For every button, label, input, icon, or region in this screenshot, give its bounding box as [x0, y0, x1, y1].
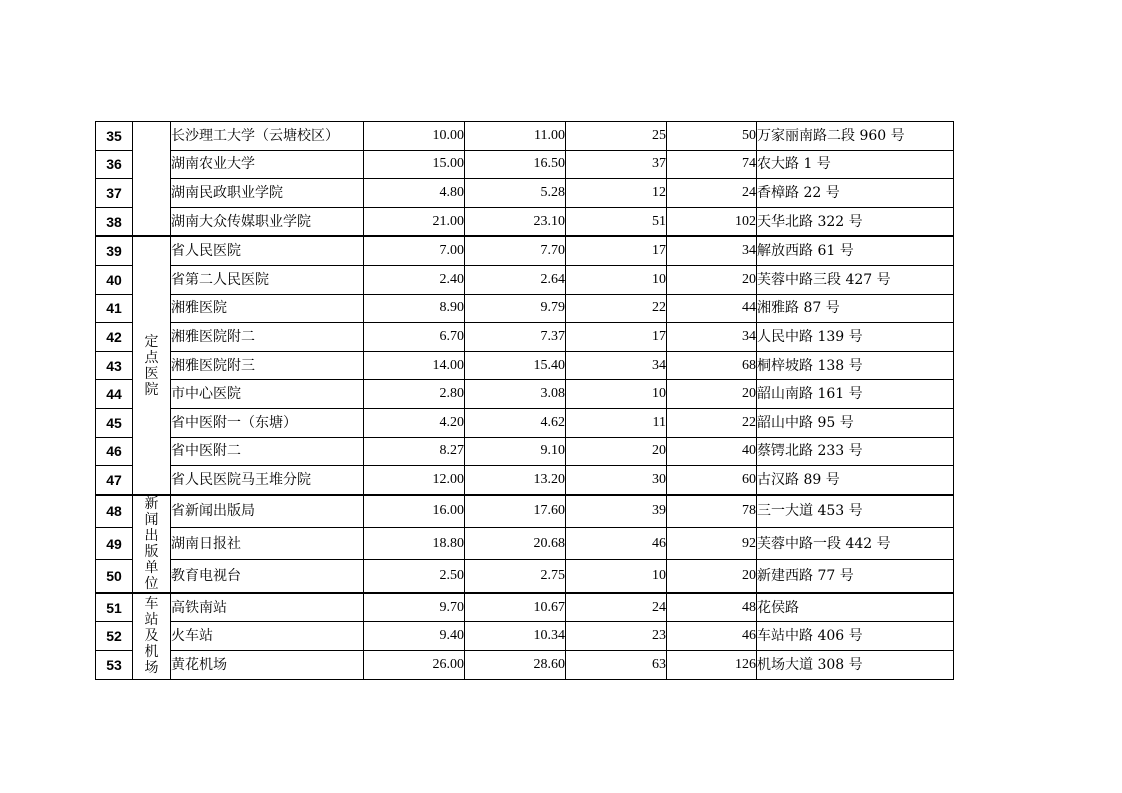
value-3: 37 — [566, 150, 667, 179]
value-4: 44 — [667, 294, 757, 323]
table-row — [96, 294, 954, 323]
row-number: 50 — [96, 560, 133, 593]
table-row — [96, 408, 954, 437]
value-4: 20 — [667, 560, 757, 593]
value-2: 10.34 — [465, 622, 566, 651]
site-address: 新建西路 77 号 — [757, 560, 954, 593]
value-1: 9.70 — [364, 593, 465, 622]
site-name: 黄花机场 — [171, 650, 364, 679]
value-4: 46 — [667, 622, 757, 651]
site-name: 省中医附二 — [171, 437, 364, 466]
site-name: 省人民医院 — [171, 236, 364, 265]
site-name: 湘雅医院 — [171, 294, 364, 323]
value-3: 17 — [566, 236, 667, 265]
table-row — [96, 236, 954, 265]
value-3: 30 — [566, 466, 667, 495]
row-number: 43 — [96, 351, 133, 380]
value-2: 5.28 — [465, 179, 566, 208]
value-2: 17.60 — [465, 495, 566, 528]
site-address: 人民中路 139 号 — [757, 323, 954, 352]
value-1: 16.00 — [364, 495, 465, 528]
value-1: 4.80 — [364, 179, 465, 208]
value-2: 7.37 — [465, 323, 566, 352]
site-address: 韶山中路 95 号 — [757, 408, 954, 437]
site-name: 市中心医院 — [171, 380, 364, 409]
value-4: 74 — [667, 150, 757, 179]
table-row — [96, 622, 954, 651]
value-2: 16.50 — [465, 150, 566, 179]
site-name: 湘雅医院附二 — [171, 323, 364, 352]
site-address: 万家丽南路二段 960 号 — [757, 122, 954, 151]
value-2: 13.20 — [465, 466, 566, 495]
value-3: 17 — [566, 323, 667, 352]
table-row — [96, 650, 954, 679]
value-4: 20 — [667, 265, 757, 294]
category-cell — [133, 122, 171, 237]
site-name: 长沙理工大学（云塘校区） — [171, 122, 364, 151]
row-number: 36 — [96, 150, 133, 179]
value-3: 46 — [566, 528, 667, 560]
value-2: 11.00 — [465, 122, 566, 151]
row-number: 35 — [96, 122, 133, 151]
site-address: 湘雅路 87 号 — [757, 294, 954, 323]
site-address: 农大路 1 号 — [757, 150, 954, 179]
site-address: 桐梓坡路 138 号 — [757, 351, 954, 380]
table-row — [96, 593, 954, 622]
value-3: 10 — [566, 560, 667, 593]
site-name: 火车站 — [171, 622, 364, 651]
value-3: 12 — [566, 179, 667, 208]
value-4: 34 — [667, 323, 757, 352]
site-table — [95, 121, 954, 680]
value-4: 126 — [667, 650, 757, 679]
row-number: 37 — [96, 179, 133, 208]
value-1: 2.50 — [364, 560, 465, 593]
site-name: 湖南日报社 — [171, 528, 364, 560]
row-number: 53 — [96, 650, 133, 679]
row-number: 42 — [96, 323, 133, 352]
table-row — [96, 528, 954, 560]
site-address: 蔡锷北路 233 号 — [757, 437, 954, 466]
value-1: 4.20 — [364, 408, 465, 437]
site-name: 湖南民政职业学院 — [171, 179, 364, 208]
value-2: 9.79 — [465, 294, 566, 323]
value-2: 20.68 — [465, 528, 566, 560]
site-name: 省新闻出版局 — [171, 495, 364, 528]
value-3: 20 — [566, 437, 667, 466]
value-4: 22 — [667, 408, 757, 437]
row-number: 45 — [96, 408, 133, 437]
value-1: 7.00 — [364, 236, 465, 265]
table-row — [96, 495, 954, 528]
site-name: 省第二人民医院 — [171, 265, 364, 294]
value-1: 12.00 — [364, 466, 465, 495]
value-1: 9.40 — [364, 622, 465, 651]
site-address: 古汉路 89 号 — [757, 466, 954, 495]
value-4: 34 — [667, 236, 757, 265]
site-address: 三一大道 453 号 — [757, 495, 954, 528]
row-number: 47 — [96, 466, 133, 495]
value-1: 8.27 — [364, 437, 465, 466]
value-3: 24 — [566, 593, 667, 622]
value-4: 102 — [667, 207, 757, 236]
value-4: 60 — [667, 466, 757, 495]
value-1: 6.70 — [364, 323, 465, 352]
value-2: 15.40 — [465, 351, 566, 380]
row-number: 41 — [96, 294, 133, 323]
table-row — [96, 437, 954, 466]
value-1: 21.00 — [364, 207, 465, 236]
value-2: 28.60 — [465, 650, 566, 679]
value-3: 11 — [566, 408, 667, 437]
site-address: 香樟路 22 号 — [757, 179, 954, 208]
table-row — [96, 179, 954, 208]
value-3: 34 — [566, 351, 667, 380]
category-label: 定点医院 — [144, 333, 159, 398]
table-row — [96, 150, 954, 179]
value-2: 2.64 — [465, 265, 566, 294]
table-row — [96, 466, 954, 495]
site-name: 湖南农业大学 — [171, 150, 364, 179]
row-number: 44 — [96, 380, 133, 409]
value-1: 8.90 — [364, 294, 465, 323]
value-2: 3.08 — [465, 380, 566, 409]
value-4: 68 — [667, 351, 757, 380]
value-4: 48 — [667, 593, 757, 622]
row-number: 48 — [96, 495, 133, 528]
value-3: 23 — [566, 622, 667, 651]
table-row — [96, 265, 954, 294]
table-row — [96, 380, 954, 409]
site-name: 湖南大众传媒职业学院 — [171, 207, 364, 236]
value-2: 10.67 — [465, 593, 566, 622]
site-name: 高铁南站 — [171, 593, 364, 622]
site-name: 省中医附一（东塘） — [171, 408, 364, 437]
table-row — [96, 207, 954, 236]
value-1: 14.00 — [364, 351, 465, 380]
site-address: 芙蓉中路一段 442 号 — [757, 528, 954, 560]
site-address: 解放西路 61 号 — [757, 236, 954, 265]
value-2: 23.10 — [465, 207, 566, 236]
value-4: 92 — [667, 528, 757, 560]
category-label: 车站及机场 — [144, 596, 159, 677]
site-name: 教育电视台 — [171, 560, 364, 593]
site-table-body — [96, 122, 954, 680]
row-number: 49 — [96, 528, 133, 560]
value-4: 40 — [667, 437, 757, 466]
category-cell — [133, 236, 171, 494]
value-4: 50 — [667, 122, 757, 151]
value-1: 26.00 — [364, 650, 465, 679]
site-name: 省人民医院马王堆分院 — [171, 466, 364, 495]
value-3: 10 — [566, 265, 667, 294]
value-3: 39 — [566, 495, 667, 528]
value-3: 25 — [566, 122, 667, 151]
row-number: 46 — [96, 437, 133, 466]
category-cell — [133, 593, 171, 679]
row-number: 40 — [96, 265, 133, 294]
category-cell — [133, 495, 171, 593]
value-3: 22 — [566, 294, 667, 323]
value-1: 2.40 — [364, 265, 465, 294]
site-address: 韶山南路 161 号 — [757, 380, 954, 409]
value-4: 20 — [667, 380, 757, 409]
table-row — [96, 122, 954, 151]
value-2: 7.70 — [465, 236, 566, 265]
value-4: 78 — [667, 495, 757, 528]
value-1: 2.80 — [364, 380, 465, 409]
value-1: 15.00 — [364, 150, 465, 179]
value-1: 18.80 — [364, 528, 465, 560]
table-row — [96, 323, 954, 352]
table-row — [96, 560, 954, 593]
value-3: 51 — [566, 207, 667, 236]
value-3: 10 — [566, 380, 667, 409]
row-number: 39 — [96, 236, 133, 265]
site-address: 芙蓉中路三段 427 号 — [757, 265, 954, 294]
value-3: 63 — [566, 650, 667, 679]
site-address: 机场大道 308 号 — [757, 650, 954, 679]
value-4: 24 — [667, 179, 757, 208]
row-number: 51 — [96, 593, 133, 622]
site-address: 天华北路 322 号 — [757, 207, 954, 236]
table-row — [96, 351, 954, 380]
site-address: 花侯路 — [757, 593, 954, 622]
value-2: 2.75 — [465, 560, 566, 593]
site-name: 湘雅医院附三 — [171, 351, 364, 380]
row-number: 38 — [96, 207, 133, 236]
value-2: 4.62 — [465, 408, 566, 437]
value-1: 10.00 — [364, 122, 465, 151]
site-address: 车站中路 406 号 — [757, 622, 954, 651]
row-number: 52 — [96, 622, 133, 651]
value-2: 9.10 — [465, 437, 566, 466]
category-label: 新闻出版单位 — [144, 495, 159, 592]
